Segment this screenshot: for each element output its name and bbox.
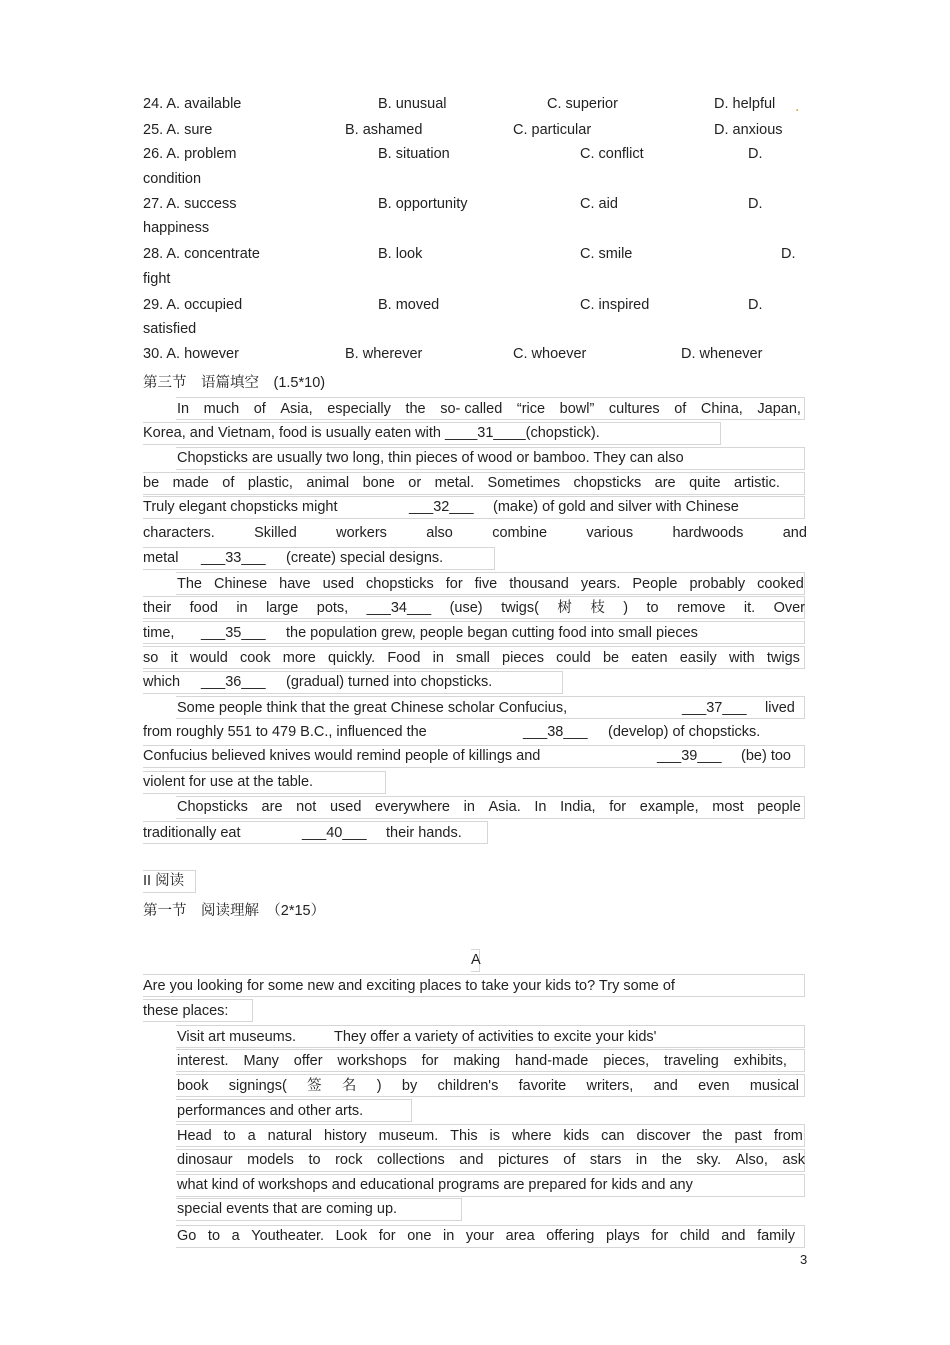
word: making	[453, 1053, 501, 1069]
word: exhibits,	[733, 1053, 787, 1069]
word: Food	[387, 650, 421, 666]
blank-36[interactable]: ___36___	[201, 674, 266, 690]
word: and	[782, 525, 807, 541]
word: Go	[177, 1228, 197, 1244]
question-29-b: B. moved	[378, 297, 440, 313]
question-29-d: D.	[748, 297, 763, 313]
question-29-d-text: satisfied	[143, 321, 197, 337]
word: discover	[636, 1128, 691, 1144]
word: Japan,	[757, 401, 801, 417]
word: with	[728, 650, 755, 666]
word: ask	[782, 1152, 805, 1168]
word: offering	[546, 1228, 595, 1244]
word: of	[222, 475, 235, 491]
word: workers	[336, 525, 387, 541]
word: large	[266, 600, 299, 616]
word: the	[702, 1128, 723, 1144]
blank-34[interactable]: ___34___	[366, 600, 432, 616]
question-28-b: B. look	[378, 246, 423, 262]
word: would	[189, 650, 228, 666]
question-26-d: D.	[748, 146, 763, 162]
reading-line	[177, 1052, 787, 1070]
word: example,	[639, 799, 699, 815]
word: five	[474, 576, 498, 592]
word: children's	[437, 1078, 499, 1094]
word: be	[143, 475, 160, 491]
word: also	[426, 525, 453, 541]
question-27-d-text: happiness	[143, 220, 210, 236]
question-27-c: C. aid	[580, 196, 618, 212]
word: can	[601, 1128, 625, 1144]
s3-line	[143, 599, 805, 617]
word: Skilled	[254, 525, 297, 541]
question-26-d-text: condition	[143, 171, 202, 187]
passage-label: A	[471, 952, 481, 968]
s3-text: from roughly 551 to 479 B.C., influenced the	[143, 724, 427, 740]
word: and	[653, 1078, 678, 1094]
s3-line: Chopsticks are usually two long, thin pieces of wood or bamboo. They can also	[177, 450, 684, 466]
word: This	[450, 1128, 478, 1144]
word: Asia.	[488, 799, 521, 815]
word: history	[323, 1128, 367, 1144]
word: area	[505, 1228, 535, 1244]
word: eaten	[631, 650, 668, 666]
word: Over	[773, 600, 805, 616]
word: a	[247, 1128, 256, 1144]
word: collections	[377, 1152, 445, 1168]
s3-text: traditionally eat	[143, 825, 241, 841]
word: Sometimes	[487, 475, 561, 491]
word: thousand	[509, 576, 569, 592]
question-26-a: 26. A. problem	[143, 146, 237, 162]
word: people	[757, 799, 801, 815]
word: models	[247, 1152, 294, 1168]
word: Look	[335, 1228, 368, 1244]
word: animal	[306, 475, 350, 491]
reading-line: performances and other arts.	[177, 1103, 364, 1119]
reading-line: what kind of workshops and educational programs are prepared for kids and any	[177, 1177, 693, 1193]
word: past	[734, 1128, 762, 1144]
question-24-a: 24. A. available	[143, 96, 242, 112]
word: natural	[267, 1128, 312, 1144]
word: pots,	[316, 600, 349, 616]
question-24-c: C. superior	[547, 96, 618, 112]
reading-line	[177, 1227, 795, 1245]
blank-33[interactable]: ___33___	[201, 550, 266, 566]
reading-line: Are you looking for some new and exciting places to take your kids to? Try some of	[143, 978, 675, 994]
word: the	[405, 401, 426, 417]
word: In	[534, 799, 547, 815]
word: easily	[679, 650, 717, 666]
word: Chopsticks	[177, 799, 248, 815]
word: various	[586, 525, 634, 541]
word: pieces	[502, 650, 544, 666]
word: is	[489, 1128, 500, 1144]
word: by	[401, 1078, 418, 1094]
word: or	[408, 475, 422, 491]
s3-line: Korea, and Vietnam, food is usually eaten with ____31____(chopstick).	[143, 425, 600, 441]
word: food	[189, 600, 218, 616]
word: for	[609, 799, 627, 815]
question-28-a: 28. A. concentrate	[143, 246, 260, 262]
word: Many	[243, 1053, 279, 1069]
page-number: 3	[800, 1252, 808, 1267]
word: cook	[239, 650, 271, 666]
reading-line: special events that are coming up.	[177, 1201, 398, 1217]
reading-text: They offer a variety of activities to excite your kids'	[334, 1029, 657, 1045]
word: be	[602, 650, 620, 666]
section3-heading: 第三节 语篇填空 (1.5*10)	[143, 375, 326, 391]
reading-line: these places:	[143, 1003, 229, 1019]
word: 树	[557, 600, 572, 616]
reading-line	[177, 1077, 799, 1095]
word: in	[463, 799, 475, 815]
word: writers,	[586, 1078, 634, 1094]
word: used	[322, 576, 355, 592]
s3-line: violent for use at the table.	[143, 774, 314, 790]
question-26-c: C. conflict	[580, 146, 644, 162]
word: twigs	[766, 650, 800, 666]
word: their	[143, 600, 172, 616]
word: so	[143, 650, 159, 666]
word: so- called	[440, 401, 503, 417]
word: a	[231, 1228, 240, 1244]
s3-text: Confucius believed knives would remind people of killings and	[143, 748, 541, 764]
word: cultures	[608, 401, 660, 417]
word: in	[236, 600, 248, 616]
word: it.	[743, 600, 756, 616]
s3-line	[177, 400, 801, 418]
word: musical	[749, 1078, 799, 1094]
reading-heading: 第一节 阅读理解 （2*15）	[143, 903, 326, 919]
word: combine	[492, 525, 548, 541]
question-27-a: 27. A. success	[143, 196, 237, 212]
word: have	[279, 576, 311, 592]
word: bowl”	[559, 401, 595, 417]
word: The	[177, 576, 202, 592]
question-30-c: C. whoever	[513, 346, 587, 362]
word: Head	[177, 1128, 212, 1144]
word: child	[679, 1228, 710, 1244]
word: characters.	[143, 525, 215, 541]
decorative-dot: .	[795, 98, 800, 115]
question-30-b: B. wherever	[345, 346, 423, 362]
word: the	[661, 1152, 682, 1168]
word: cooked	[757, 576, 804, 592]
question-25-a: 25. A. sure	[143, 122, 213, 138]
word: pictures	[497, 1152, 549, 1168]
word: bone	[362, 475, 395, 491]
word: 签	[307, 1078, 322, 1094]
word: Chinese	[213, 576, 268, 592]
blank-32[interactable]: ___32___	[409, 499, 474, 515]
word: In	[177, 401, 190, 417]
word: stars	[589, 1152, 622, 1168]
word: made	[172, 475, 209, 491]
word: metal.	[434, 475, 475, 491]
word: plastic,	[247, 475, 293, 491]
word: not	[296, 799, 317, 815]
s3-line	[143, 649, 800, 667]
word: museum.	[378, 1128, 439, 1144]
word: India,	[560, 799, 596, 815]
s3-line	[143, 524, 807, 542]
s3-text: their hands.	[386, 825, 462, 841]
word: kids	[563, 1128, 590, 1144]
word: quite	[689, 475, 721, 491]
word: )	[623, 600, 629, 616]
word: 名	[341, 1078, 357, 1094]
word: for	[445, 576, 463, 592]
word: especially	[327, 401, 391, 417]
s3-text: (gradual) turned into chopsticks.	[286, 674, 493, 690]
question-29-c: C. inspired	[580, 297, 650, 313]
s3-text: (create) special designs.	[286, 550, 444, 566]
word: “rice	[516, 401, 546, 417]
word: Also,	[735, 1152, 768, 1168]
word: traveling	[664, 1053, 719, 1069]
word: in	[635, 1152, 648, 1168]
word: signings(	[228, 1078, 287, 1094]
word: workshops	[337, 1053, 407, 1069]
word: more	[282, 650, 316, 666]
s3-text: which	[143, 674, 181, 690]
question-27-b: B. opportunity	[378, 196, 468, 212]
word: interest.	[177, 1053, 229, 1069]
word: chopsticks	[573, 475, 642, 491]
word: to	[207, 1228, 221, 1244]
word: your	[465, 1228, 495, 1244]
word: 枝	[590, 600, 605, 616]
s3-line	[143, 474, 780, 492]
question-24-b: B. unusual	[378, 96, 447, 112]
question-24-d: D. helpful	[714, 96, 776, 112]
word: remove	[677, 600, 726, 616]
s3-text: Truly elegant chopsticks might	[143, 499, 338, 515]
word: where	[511, 1128, 552, 1144]
s3-text: metal	[143, 550, 179, 566]
question-28-d: D.	[781, 246, 796, 262]
word: of	[563, 1152, 576, 1168]
word: family	[757, 1228, 795, 1244]
word: book	[177, 1078, 209, 1094]
word: everywhere	[375, 799, 450, 815]
word: much	[203, 401, 240, 417]
word: could	[556, 650, 591, 666]
word: hardwoods	[672, 525, 744, 541]
word: rock	[335, 1152, 363, 1168]
word: years.	[580, 576, 621, 592]
word: plays	[605, 1228, 640, 1244]
word: People	[632, 576, 678, 592]
word: favorite	[518, 1078, 567, 1094]
blank-39[interactable]: ___39___	[657, 748, 722, 764]
word: most	[712, 799, 744, 815]
word: are	[654, 475, 676, 491]
question-28-c: C. smile	[580, 246, 633, 262]
word: of	[253, 401, 266, 417]
word: from	[773, 1128, 803, 1144]
reading-text: Visit art museums.	[177, 1029, 296, 1045]
word: even	[698, 1078, 730, 1094]
question-30-d: D. whenever	[681, 346, 763, 362]
question-25-d: D. anxious	[714, 122, 783, 138]
word: quickly.	[327, 650, 376, 666]
s3-text: the population grew, people began cutting food into small pieces	[286, 625, 698, 641]
word: twigs(	[501, 600, 539, 616]
question-29-a: 29. A. occupied	[143, 297, 243, 313]
word: for	[421, 1053, 439, 1069]
word: in	[432, 650, 444, 666]
word: China,	[700, 401, 743, 417]
word: (use)	[449, 600, 483, 616]
word: used	[329, 799, 362, 815]
word: one	[407, 1228, 432, 1244]
word: )	[376, 1078, 382, 1094]
blank-35[interactable]: ___35___	[201, 625, 266, 641]
word: and	[459, 1152, 484, 1168]
blank-37[interactable]: ___37___	[682, 700, 747, 716]
s3-text: (be) too	[741, 748, 791, 764]
word: of	[674, 401, 687, 417]
reading-line	[177, 1151, 805, 1169]
word: probably	[689, 576, 746, 592]
word: for	[378, 1228, 396, 1244]
word: offer	[293, 1053, 323, 1069]
s3-line	[177, 798, 801, 816]
s3-text: (make) of gold and silver with Chinese	[493, 499, 739, 515]
word: chopsticks	[366, 576, 434, 592]
blank-40[interactable]: ___40___	[302, 825, 367, 841]
word: pieces,	[603, 1053, 650, 1069]
word: hand-made	[514, 1053, 589, 1069]
word: Asia,	[280, 401, 313, 417]
word: to	[223, 1128, 236, 1144]
s3-text: lived	[765, 700, 795, 716]
s3-text: Some people think that the great Chinese scholar Confucius,	[177, 700, 568, 716]
word: small	[456, 650, 490, 666]
word: it	[170, 650, 178, 666]
word: to	[646, 600, 659, 616]
word: Youtheater.	[251, 1228, 325, 1244]
question-25-c: C. particular	[513, 122, 592, 138]
word: are	[261, 799, 283, 815]
word: in	[442, 1228, 455, 1244]
word: sky.	[696, 1152, 722, 1168]
word: for	[651, 1228, 669, 1244]
question-30-a: 30. A. however	[143, 346, 239, 362]
s3-text: (develop) of chopsticks.	[608, 724, 761, 740]
reading-line	[177, 1127, 803, 1145]
reading-part-title: II 阅读	[143, 873, 185, 889]
word: to	[308, 1152, 321, 1168]
word: artistic.	[733, 475, 780, 491]
s3-text: time,	[143, 625, 175, 641]
question-26-b: B. situation	[378, 146, 450, 162]
blank-38[interactable]: ___38___	[523, 724, 588, 740]
s3-line	[177, 575, 804, 593]
question-28-d-text: fight	[143, 271, 171, 287]
question-27-d: D.	[748, 196, 763, 212]
question-25-b: B. ashamed	[345, 122, 423, 138]
word: dinosaur	[177, 1152, 233, 1168]
word: and	[721, 1228, 746, 1244]
